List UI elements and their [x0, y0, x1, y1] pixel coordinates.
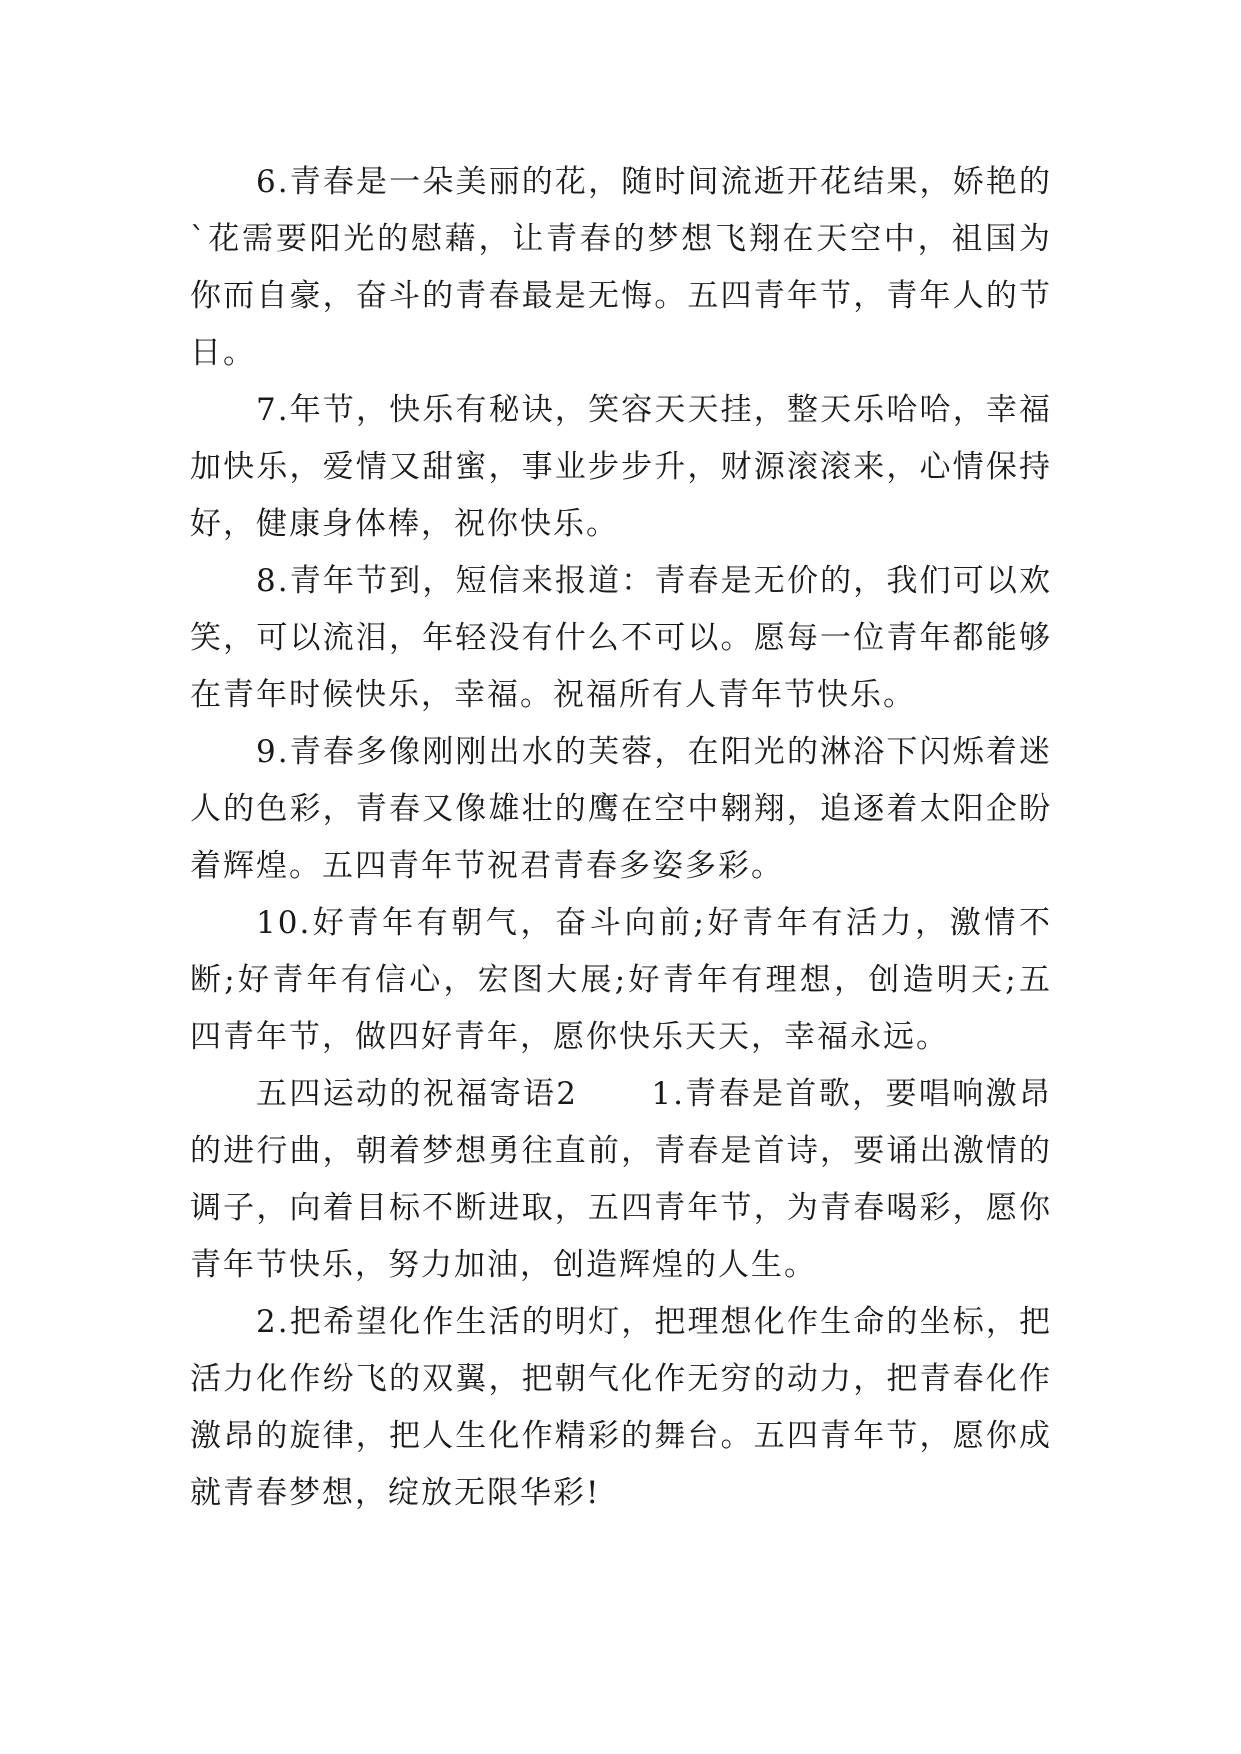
paragraph-2: 2.把希望化作生活的明灯，把理想化作生命的坐标，把活力化作纷飞的双翼，把朝气化作无穷的动力，把青春化作激昂的旋律，把人生化作精彩的舞台。五四青年节，愿你成就青春梦想，绽放无限华彩!: [190, 1304, 1052, 1511]
paragraph-7: 7.年节，快乐有秘诀，笑容天天挂，整天乐哈哈，幸福加快乐，爱情又甜蜜，事业步步升，财源滚滚来，心情保持好，健康身体棒，祝你快乐。: [190, 392, 1052, 542]
document-body: [190, 154, 1052, 1522]
paragraph-6: 6.青春是一朵美丽的花，随时间流逝开花结果，娇艳的`花需要阳光的慰藉，让青春的梦想飞翔在天空中，祖国为你而自豪，奋斗的青春最是无悔。五四青年节，青年人的节日。: [190, 164, 1052, 371]
section-heading-paragraph: 五四运动的祝福寄语2 1.青春是首歌，要唱响激昂的进行曲，朝着梦想勇往直前，青春是首诗，要诵出激情的调子，向着目标不断进取，五四青年节，为青春喝彩，愿你青年节快乐，努力加油，创造辉煌的人生。: [190, 1076, 1052, 1283]
paragraph-10: 10.好青年有朝气，奋斗向前;好青年有活力，激情不断;好青年有信心，宏图大展;好青年有理想，创造明天;五四青年节，做四好青年，愿你快乐天天，幸福永远。: [190, 905, 1052, 1055]
paragraph-9: 9.青春多像刚刚出水的芙蓉，在阳光的淋浴下闪烁着迷人的色彩，青春又像雄壮的鹰在空中翱翔，追逐着太阳企盼着辉煌。五四青年节祝君青春多姿多彩。: [190, 734, 1052, 884]
paragraph-8: 8.青年节到，短信来报道：青春是无价的，我们可以欢笑，可以流泪，年轻没有什么不可以。愿每一位青年都能够在青年时候快乐，幸福。祝福所有人青年节快乐。: [190, 563, 1052, 713]
